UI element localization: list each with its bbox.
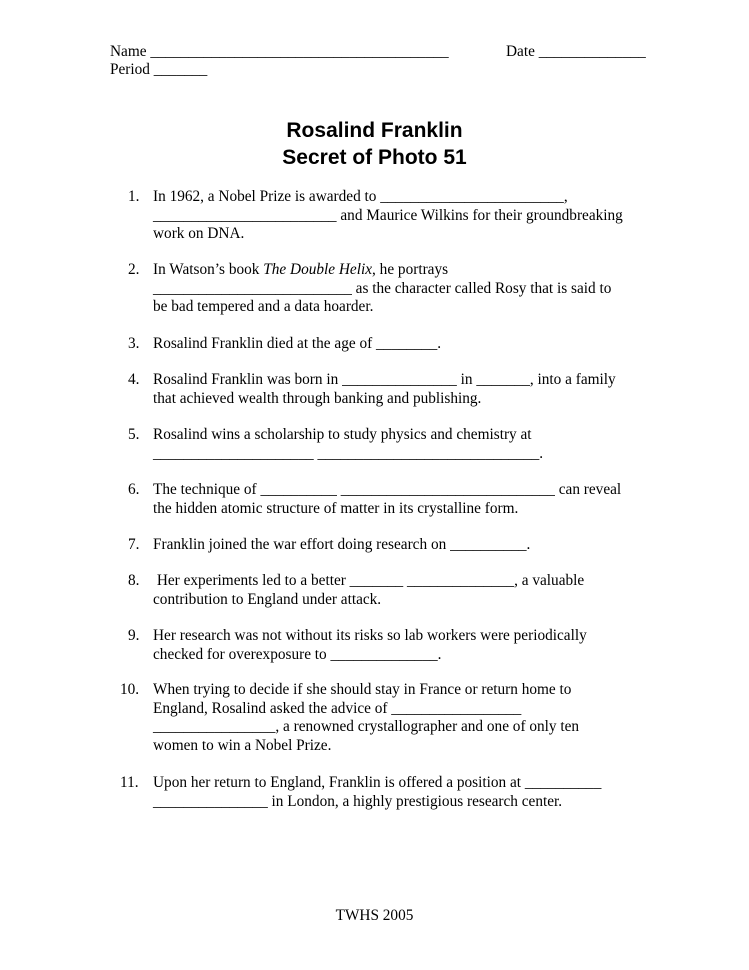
question-line: Franklin joined the war effort doing research on __________. [153,536,531,553]
question-line: that achieved wealth through banking and publishing. [153,389,482,407]
question-item [153,681,579,755]
question-number: 4. [128,371,140,388]
question-line: _______________ in London, a highly prestigious research center. [153,792,563,810]
question-line: women to win a Nobel Prize. [153,736,332,754]
name-field[interactable]: Name _______________________________________ [110,43,449,60]
question-line: In 1962, a Nobel Prize is awarded to ________________________, [153,188,568,205]
question-item [153,627,587,664]
question-line: Rosalind wins a scholarship to study physics and chemistry at [153,426,532,443]
question-line [153,261,611,280]
question-item [153,481,621,518]
period-field[interactable]: Period _______ [110,61,208,78]
question-item [153,371,616,408]
book-title: The Double Helix [263,261,373,278]
question-number: 10. [120,681,140,698]
footer: TWHS 2005 [335,907,414,924]
question-line: __________________________ as the character called Rosy that is said to [153,279,612,297]
question-line: work on DNA. [153,225,245,242]
question-number: 7. [128,536,140,553]
question-line: Rosalind Franklin died at the age of ________. [153,335,442,352]
question-line: contribution to England under attack. [153,590,382,608]
question-item [153,774,601,811]
date-field[interactable]: Date ______________ [506,43,646,60]
question-number: 5. [128,426,140,443]
question-text: , he portrays [372,261,449,278]
question-line: ________________________ and Maurice Wilkins for their groundbreaking [153,206,623,224]
question-item [153,572,584,609]
question-line: Her research was not without its risks so lab workers were periodically [153,627,587,644]
question-line: When trying to decide if she should stay in France or return home to [153,681,572,698]
question-text: In Watson’s book [153,261,264,278]
question-number: 1. [128,188,140,205]
question-number: 9. [128,627,140,644]
question-item [153,335,441,354]
question-line: be bad tempered and a data hoarder. [153,298,374,315]
question-line: Rosalind Franklin was born in _______________ in _______, into a family [153,371,616,388]
title-line-2: Secret of Photo 51 [282,146,467,169]
question-number: 8. [128,572,140,589]
question-item [153,261,611,317]
question-item [153,536,530,555]
question-line: the hidden atomic structure of matter in its crystalline form. [153,499,519,517]
question-number: 11. [120,774,139,791]
question-item [153,188,623,244]
question-number: 6. [128,481,140,498]
question-line: Upon her return to England, Franklin is offered a position at __________ [153,774,602,791]
question-line: checked for overexposure to ______________. [153,645,442,663]
question-line: Her experiments led to a better _______ ______________, a valuable [153,572,585,589]
question-number: 3. [128,335,140,352]
question-line: _____________________ _____________________________. [153,444,544,462]
question-line: England, Rosalind asked the advice of _________________ [153,699,522,717]
question-item [153,426,543,463]
question-line: The technique of __________ ____________________________ can reveal [153,481,622,498]
title-line-1: Rosalind Franklin [286,119,463,142]
question-line: ________________, a renowned crystallographer and one of only ten [153,718,580,735]
question-number: 2. [128,261,140,278]
